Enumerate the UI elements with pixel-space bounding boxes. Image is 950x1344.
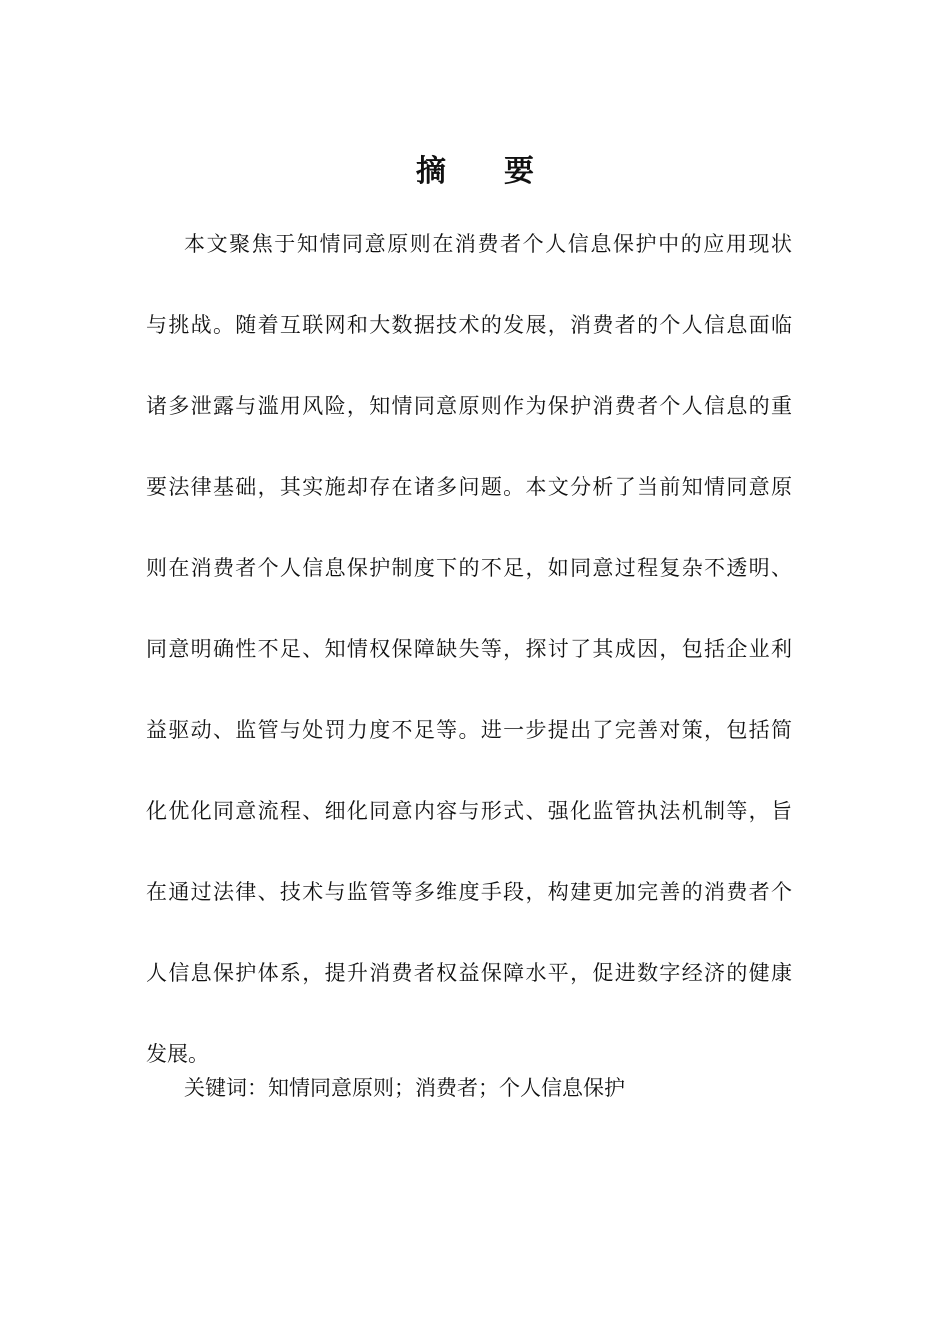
- abstract-line: 人信息保护体系，提升消费者权益保障水平，促进数字经济的健康: [146, 961, 792, 985]
- keywords-text: 知情同意原则；消费者；个人信息保护: [268, 1076, 625, 1100]
- abstract-title-char-1: 摘: [416, 154, 446, 189]
- keywords-line: [184, 1062, 792, 1114]
- abstract-line: 本文聚焦于知情同意原则在消费者个人信息保护中的应用现状: [184, 232, 792, 256]
- abstract-line: 诸多泄露与滥用风险，知情同意原则作为保护消费者个人信息的重: [146, 394, 792, 418]
- abstract-line: 则在消费者个人信息保护制度下的不足，如同意过程复杂不透明、: [146, 556, 792, 580]
- abstract-line: 同意明确性不足、知情权保障缺失等，探讨了其成因，包括企业利: [146, 637, 792, 661]
- abstract-body: [146, 216, 792, 1107]
- abstract-title: [0, 150, 950, 194]
- abstract-line: 发展。: [146, 1042, 209, 1066]
- abstract-line: 益驱动、监管与处罚力度不足等。进一步提出了完善对策，包括简: [146, 718, 792, 742]
- abstract-line: 与挑战。随着互联网和大数据技术的发展，消费者的个人信息面临: [146, 313, 792, 337]
- keywords-label: 关键词：: [184, 1076, 268, 1100]
- abstract-line: 化优化同意流程、细化同意内容与形式、强化监管执法机制等，旨: [146, 799, 792, 823]
- abstract-line: 在通过法律、技术与监管等多维度手段，构建更加完善的消费者个: [146, 880, 792, 904]
- abstract-line: 要法律基础，其实施却存在诸多问题。本文分析了当前知情同意原: [146, 475, 792, 499]
- abstract-title-char-2: 要: [504, 154, 534, 189]
